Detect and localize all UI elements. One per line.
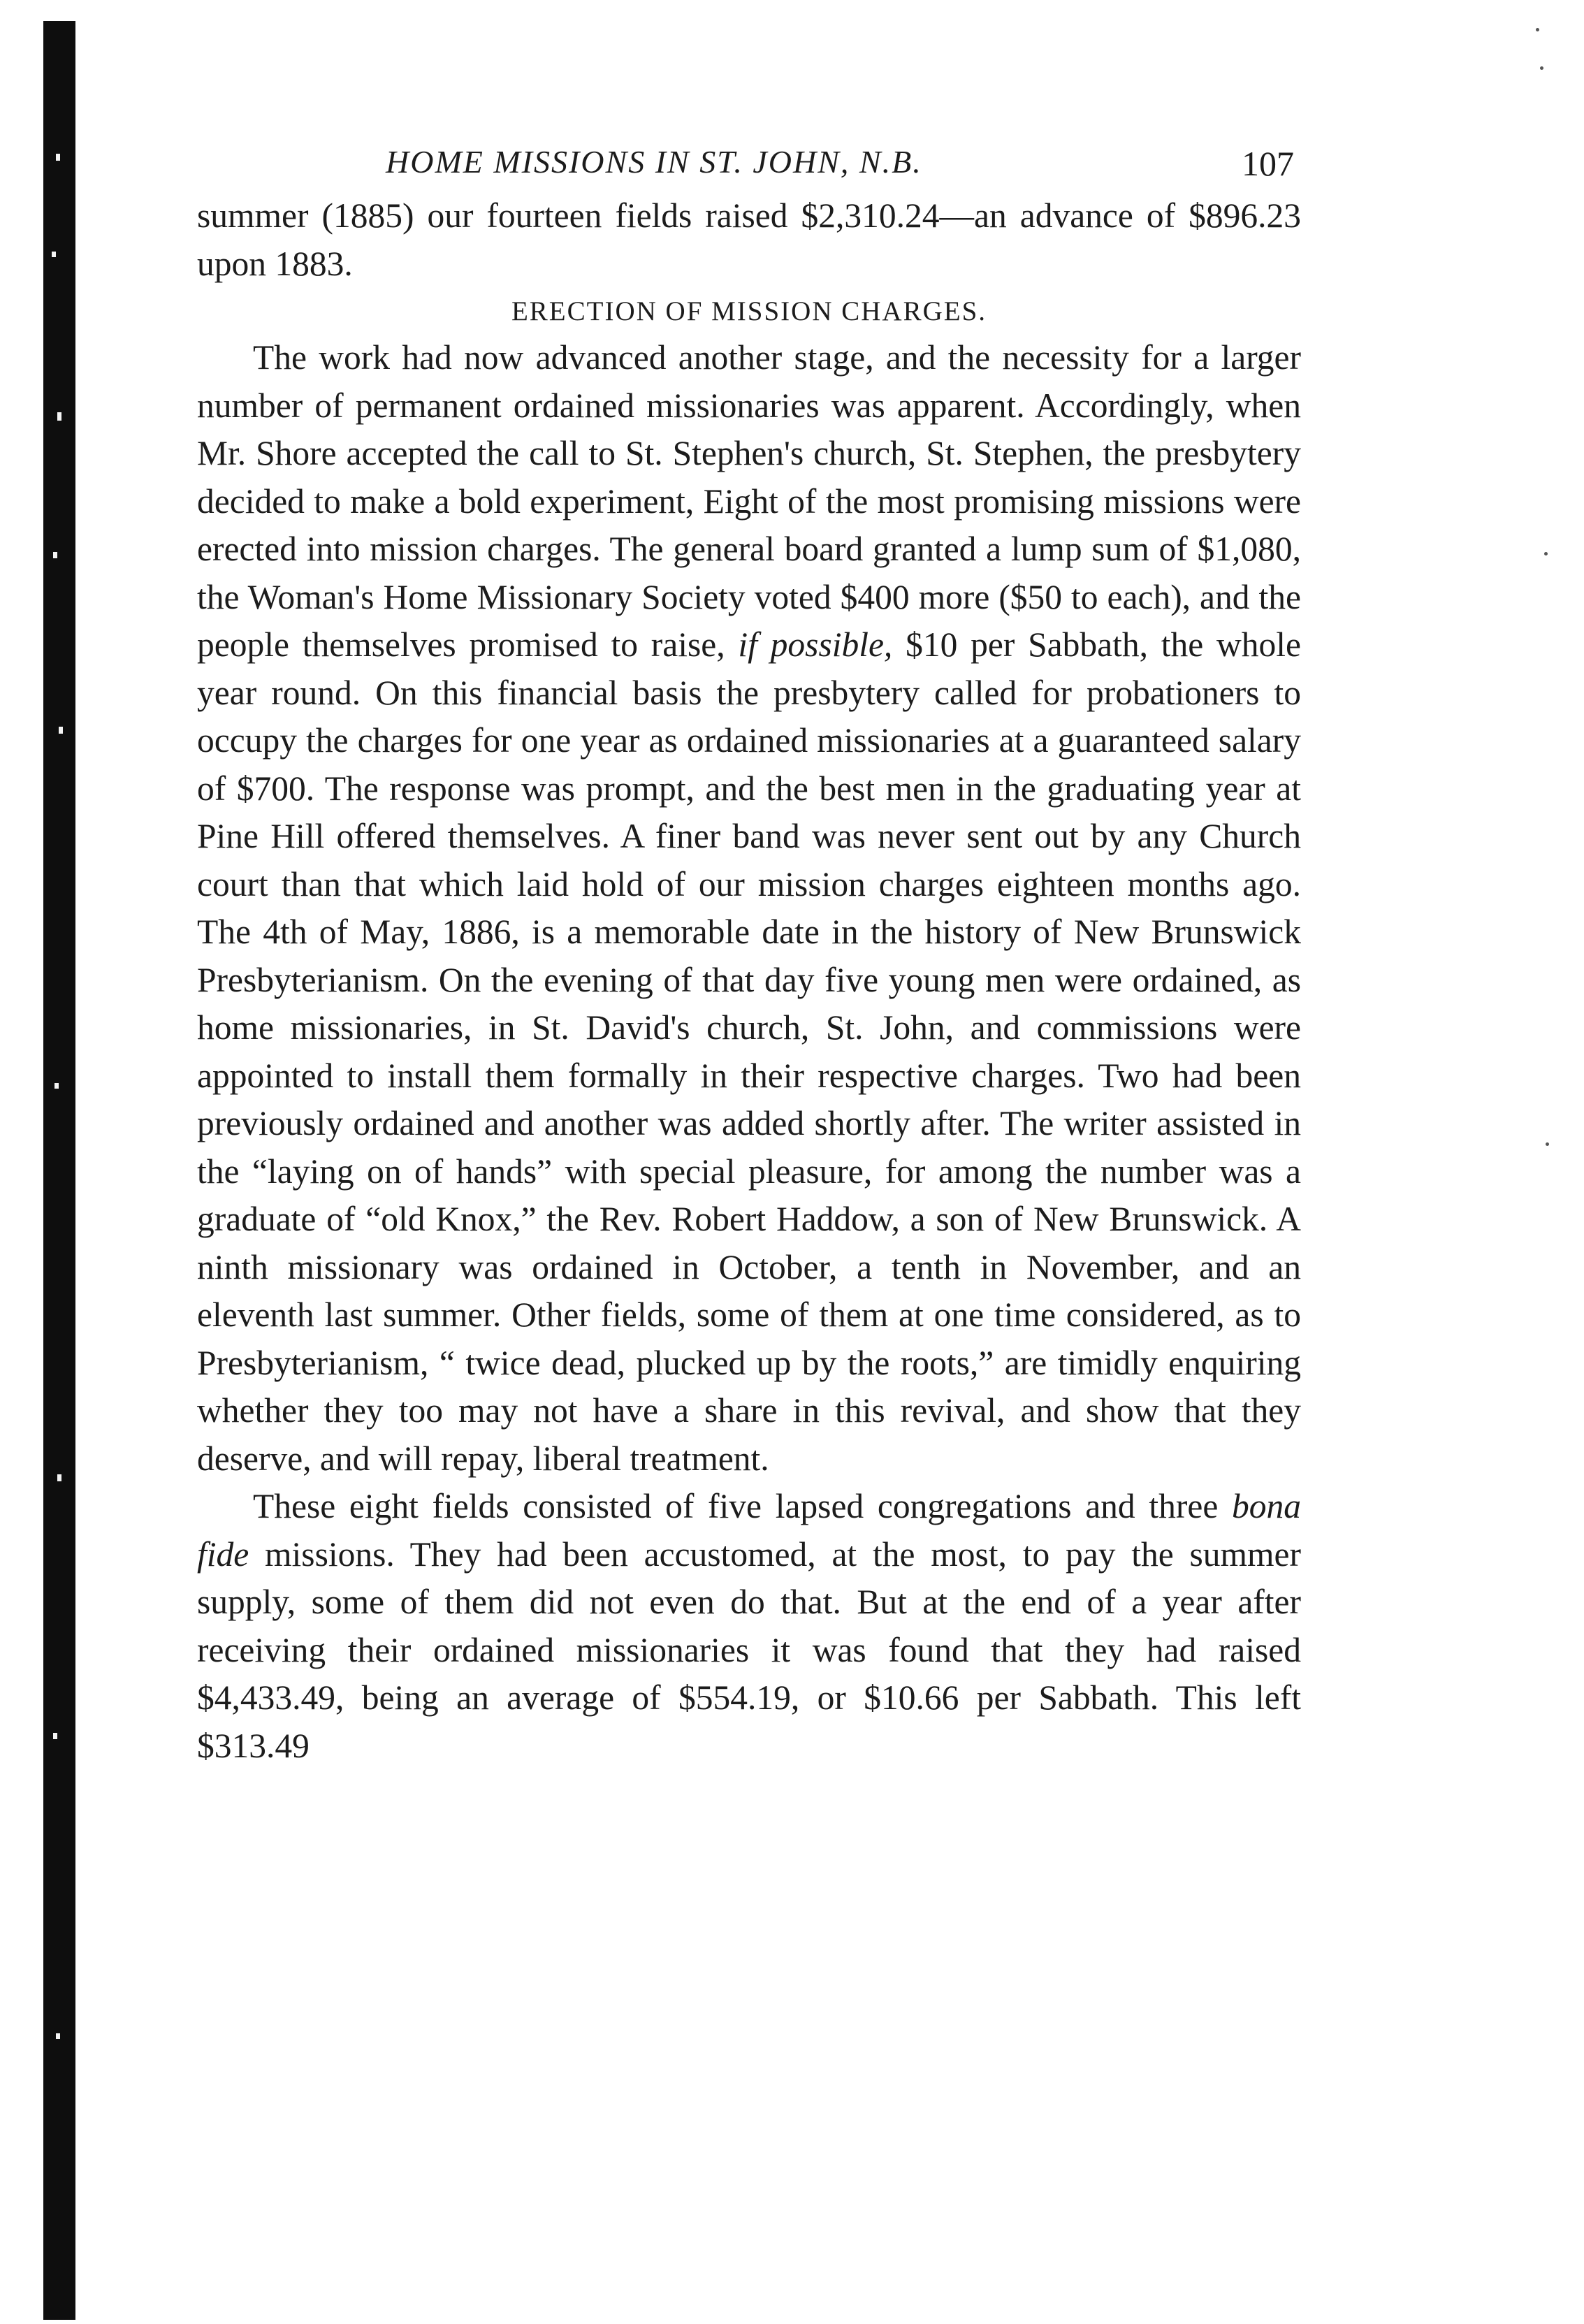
edge-speck	[55, 1083, 59, 1089]
text-run: These eight fields consisted of five lapsed congregations and three	[253, 1487, 1219, 1525]
text-run: The work had now advanced another stage, and the necessity for a larger number of permanent ordained missionaries was apparent. Accordingly, when Mr. Shore accepted the call to St. Stephen's church, St. Stephen, the presbytery decided to make a bold experiment, Eight of the most promising missions were erected into mission charges. The general board granted a lump sum of $1,080, the Woman's Home Missionary Society voted $400 more ($50 to each), and the people themselves promised to raise,	[197, 338, 1301, 664]
paragraph-mission-charges	[197, 334, 1301, 1483]
edge-speck	[53, 552, 57, 558]
scan-dot	[1540, 66, 1543, 70]
scan-edge-bar	[43, 21, 75, 2320]
paragraph-continuation: summer (1885) our fourteen fields raised $2,310.24—an advance of $896.23 upon 1883.	[197, 196, 1301, 283]
edge-speck	[57, 412, 61, 421]
page-number: 107	[1242, 144, 1294, 183]
text-run: missions. They had been accustomed, at the most, to pay the summer supply, some of them did not even do that. But at the end of a year after receiving their ordained missionaries it was found that they had raised $4,433.49, being an average of $554.19, or $10.66 per Sabbath. This left $313.49	[197, 1534, 1302, 1765]
scan-dot	[1544, 552, 1548, 555]
section-heading: ERECTION OF MISSION CHARGES.	[511, 296, 987, 326]
text-run: $10 per Sabbath, the whole year round. On this financial basis the presbytery called for probationers to occupy the charges for one year as ordained missionaries at a guaranteed salary of $700. The response was prompt, and the best men in the graduating year at Pine Hill offered themselves. A finer band was never sent out by any Church court than that which laid hold of our mission charges eighteen months ago. The 4th of May, 1886, is a memorable date in the history of New Brunswick Presbyterianism. On the evening of that day five young men were ordained, as home missionaries, in St. David's church, St. John, and commissions were appointed to install them formally in their respective charges. Two had been previously ordained and another was added shortly after. The writer assisted in the “laying on of hands” with special pleasure, for among the number was a graduate of “old Knox,” the Rev. Robert Haddow, a son of New Brunswick. A ninth missionary was ordained in October, a tenth in November, and an eleventh last summer. Other fields, some of them at one time considered, as to Presbyterianism, “ twice dead, plucked up by the roots,” are timidly enquiring whether they too may not have a share in this revival, and show that they deserve, and will repay, liberal treatment.	[197, 625, 1302, 1478]
edge-speck	[59, 727, 63, 734]
scan-dot	[1546, 1142, 1549, 1146]
paragraph-eight-fields	[197, 1483, 1301, 1770]
scan-dot	[1536, 28, 1539, 31]
italic-phrase: bona fide	[197, 1487, 1302, 1574]
italic-phrase: if possible,	[738, 625, 893, 664]
edge-speck	[53, 1733, 57, 1739]
edge-speck	[56, 2033, 60, 2039]
edge-speck	[52, 252, 56, 257]
book-page	[197, 143, 1301, 1770]
edge-speck	[56, 154, 60, 161]
edge-speck	[57, 1474, 61, 1481]
running-title: HOME MISSIONS IN ST. JOHN, N.B.	[386, 144, 922, 180]
running-head	[197, 143, 1301, 192]
